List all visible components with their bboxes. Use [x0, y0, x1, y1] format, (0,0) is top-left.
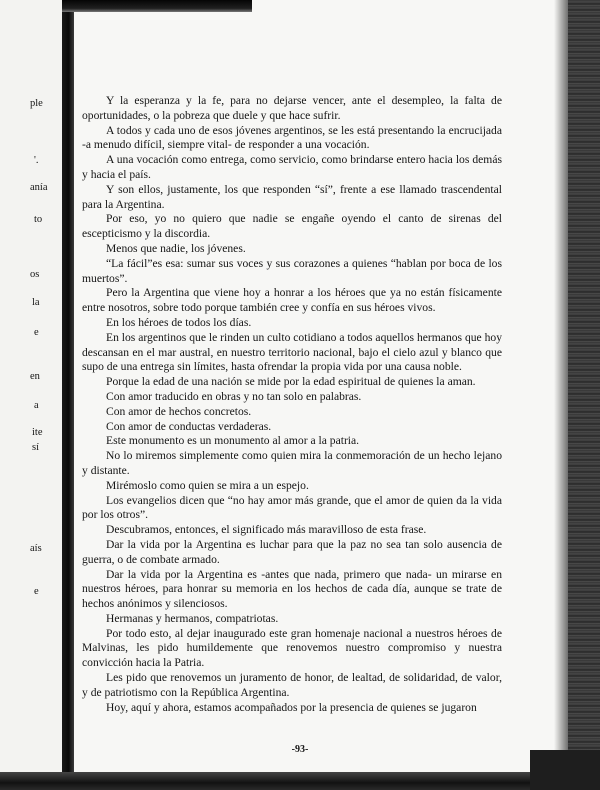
- bottom-right-scan-corner: [530, 750, 600, 790]
- paragraph: Y son ellos, justamente, los que responden “sí”, frente a ese llamado trascendental para la Argentina.: [82, 182, 502, 211]
- paragraph: Les pido que renovemos un juramento de honor, de lealtad, de solidaridad, de valor, y de patriotismo con la República Argentina.: [82, 671, 502, 699]
- paragraph: Dar la vida por la Argentina es luchar para que la paz no sea tan solo ausencia de guerra, o de combate armado.: [82, 537, 502, 566]
- margin-fragment: sí: [32, 442, 40, 453]
- paragraph: Por todo esto, al dejar inaugurado este gran homenaje nacional a nuestros héroes de Malvinas, les pido humildemente que renovemos nuestro compromiso y nuestra convicción hacia la Patria.: [82, 626, 502, 670]
- margin-fragment: e: [34, 586, 39, 597]
- paragraph: Y la esperanza y la fe, para no dejarse vencer, ante el desempleo, la falta de oportunidades, o la pobreza que duele y que hace sufrir.: [82, 94, 502, 122]
- paragraph: Hoy, aquí y ahora, estamos acompañados por la presencia de quienes se jugaron: [106, 700, 477, 714]
- paragraph: Con amor de conductas verdaderas.: [106, 419, 272, 433]
- paragraph: Hermanas y hermanos, compatriotas.: [106, 611, 279, 625]
- right-edge-shadow: [554, 0, 568, 790]
- paragraph: Este monumento es un monumento al amor a la patria.: [106, 434, 360, 448]
- paragraph: No lo miremos simplemente como quien mira la conmemoración de un hecho lejano y distante.: [82, 449, 502, 477]
- paragraph: En los héroes de todos los días.: [106, 315, 252, 329]
- bottom-scan-edge: [0, 772, 600, 790]
- paragraph: Por eso, yo no quiero que nadie se engañe oyendo el canto de sirenas del escepticismo y la discordia.: [82, 212, 502, 241]
- margin-fragment: la: [32, 297, 40, 308]
- paragraph: “La fácil”es esa: sumar sus voces y sus corazones a quienes “hablan por boca de los muertos”.: [82, 256, 502, 285]
- paragraph: A todos y cada uno de esos jóvenes argentinos, se les está presentando la encrucijada -a menudo difícil, siempre vital- de responder a una vocación.: [82, 123, 502, 152]
- paragraph: Dar la vida por la Argentina es -antes que nada, primero que nada- un mirarse en nuestros héroes, para honrar su memoria en los hechos de cada día, aunque se trate de hechos anónimos y silenciosos.: [82, 567, 502, 611]
- paragraph: Porque la edad de una nación se mide por la edad espiritual de quienes la aman.: [106, 375, 476, 389]
- page-number: -93-: [291, 744, 309, 755]
- margin-fragment: '.: [34, 155, 39, 166]
- paragraph: Menos que nadie, los jóvenes.: [106, 241, 246, 255]
- margin-fragment: ite: [32, 427, 43, 438]
- body-text: [82, 94, 502, 715]
- binding-shadow: [62, 0, 74, 790]
- margin-fragment: ple: [30, 98, 43, 109]
- margin-fragment: a: [34, 400, 39, 411]
- paragraph: Con amor traducido en obras y no tan solo en palabras.: [106, 389, 362, 403]
- paragraph: Mirémoslo como quien se mira a un espejo.: [106, 478, 309, 492]
- margin-fragment: os: [30, 269, 40, 280]
- paragraph: Descubramos, entonces, el significado más maravilloso de esta frase.: [106, 523, 427, 537]
- margin-fragment: en: [30, 371, 40, 382]
- paragraph: A una vocación como entrega, como servicio, como brindarse entero hacia los demás y hacia el país.: [82, 153, 502, 181]
- paragraph: En los argentinos que le rinden un culto cotidiano a todos aquellos hermanos que hoy descansan en el mar austral, en nuestro territorio nacional, bajo el cielo azul y blanco que supo de una entrega sin límites, hasta ofrendar la propia vida por una causa noble.: [82, 330, 502, 374]
- margin-fragment: anía: [30, 182, 48, 193]
- paragraph: Pero la Argentina que viene hoy a honrar a los héroes que ya no están físicamente entre nosotros, sobre todo porque también cree y confía en sus héroes vivos.: [82, 286, 502, 315]
- margin-fragment: e: [34, 327, 39, 338]
- right-scan-edge: [568, 0, 600, 790]
- margin-fragment: aís: [30, 543, 42, 554]
- facing-page-fragments: [0, 0, 62, 790]
- binding-top-edge: [62, 0, 252, 12]
- margin-fragment: to: [34, 214, 43, 225]
- paragraph: Los evangelios dicen que “no hay amor más grande, que el amor de quien da la vida por los otros”.: [82, 493, 502, 522]
- paragraph: Con amor de hechos concretos.: [106, 404, 252, 418]
